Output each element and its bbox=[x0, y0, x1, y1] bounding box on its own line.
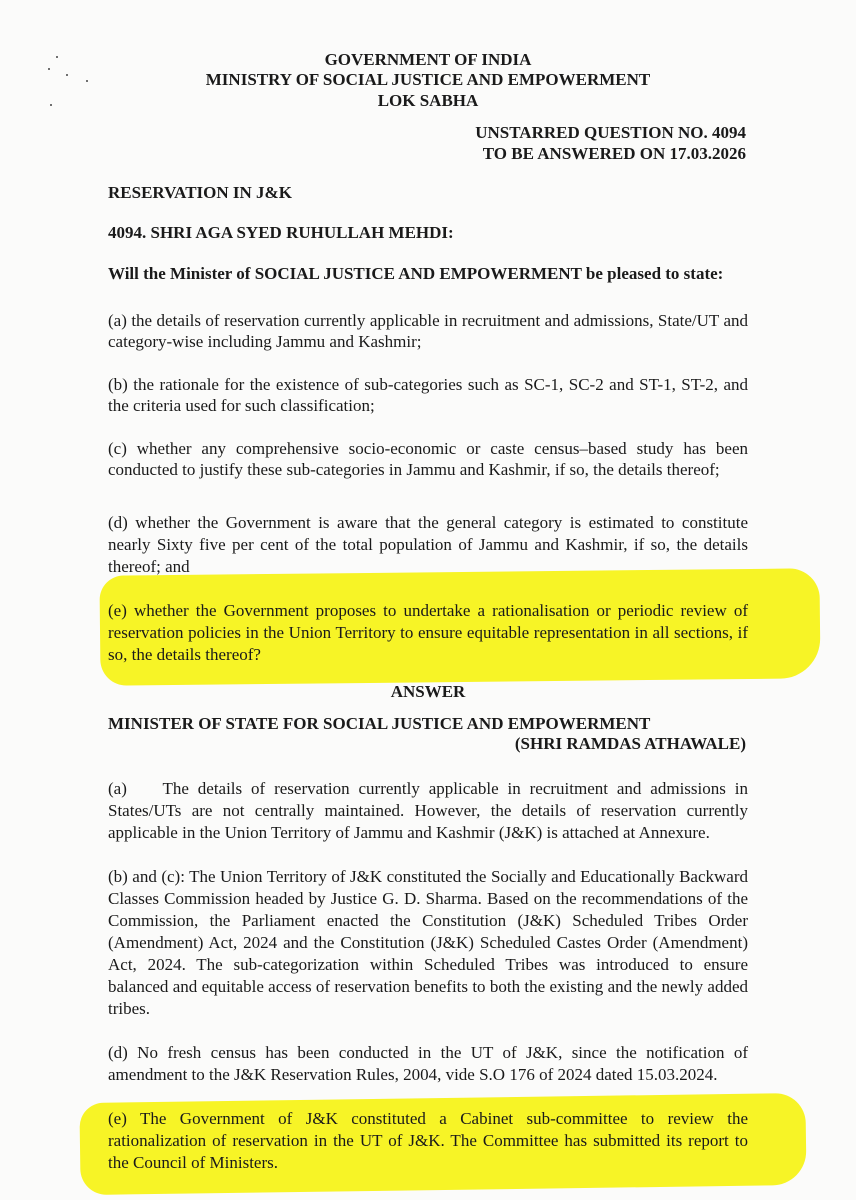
subject-title: RESERVATION IN J&K bbox=[108, 183, 292, 202]
question-d-line: (d) whether the Government is aware that the general category is estimated to constitute bbox=[108, 513, 748, 532]
question-a-line: (a) the details of reservation currently applicable in recruitment and admissions, State/UT and bbox=[108, 311, 748, 330]
answer-e-line: rationalization of reservation in the UT of J&K. The Committee has submitted its report to bbox=[108, 1131, 748, 1150]
question-a-line: category-wise including Jammu and Kashmir; bbox=[108, 332, 422, 351]
answer-bc-line: tribes. bbox=[108, 999, 151, 1018]
answer-a-line: (a) The details of reservation currently applicable in recruitment and admissions in bbox=[108, 779, 748, 798]
asker-name: 4094. SHRI AGA SYED RUHULLAH MEHDI: bbox=[108, 223, 454, 242]
answer-e-line: the Council of Ministers. bbox=[108, 1153, 278, 1172]
answer-bc-line: (b) and (c): The Union Territory of J&K constituted the Socially and Educationally Backward bbox=[108, 867, 748, 886]
answer-d-line: (d) No fresh census has been conducted in the UT of J&K, since the notification of bbox=[108, 1043, 748, 1062]
question-e-line: so, the details thereof? bbox=[108, 645, 261, 664]
answer-bc-line: balanced and equitable access of reservation benefits to both the existing and the newly added bbox=[108, 977, 748, 996]
question-b-line: the criteria used for such classification; bbox=[108, 396, 375, 415]
header-government: GOVERNMENT OF INDIA bbox=[324, 50, 532, 69]
question-intro: Will the Minister of SOCIAL JUSTICE AND EMPOWERMENT be pleased to state: bbox=[108, 264, 724, 283]
answer-d-line: amendment to the J&K Reservation Rules, 2004, vide S.O 176 of 2024 dated 15.03.2024. bbox=[108, 1065, 718, 1084]
question-number: UNSTARRED QUESTION NO. 4094 bbox=[475, 123, 746, 142]
question-d-line: thereof; and bbox=[108, 557, 190, 576]
answer-bc-line: Commission, the Parliament enacted the Constitution (J&K) Scheduled Tribes Order bbox=[108, 911, 748, 930]
answer-bc-line: (Amendment) Act, 2024 and the Constitution (J&K) Scheduled Castes Order (Amendment) bbox=[108, 933, 748, 952]
question-d-line: nearly Sixty five per cent of the total population of Jammu and Kashmir, if so, the details bbox=[108, 535, 748, 554]
answer-date: TO BE ANSWERED ON 17.03.2026 bbox=[482, 144, 746, 163]
answer-e-line: (e) The Government of J&K constituted a Cabinet sub-committee to review the bbox=[108, 1109, 748, 1128]
header-ministry: MINISTRY OF SOCIAL JUSTICE AND EMPOWERMENT bbox=[205, 70, 651, 89]
question-b-line: (b) the rationale for the existence of sub-categories such as SC-1, SC-2 and ST-1, ST-2, and bbox=[108, 375, 748, 394]
minister-name: (SHRI RAMDAS ATHAWALE) bbox=[514, 734, 746, 753]
minister-title: MINISTER OF STATE FOR SOCIAL JUSTICE AND EMPOWERMENT bbox=[108, 714, 651, 733]
answer-bc-line: Classes Commission headed by Justice G. D. Sharma. Based on the recommendations of the bbox=[108, 889, 748, 908]
question-e-line: (e) whether the Government proposes to undertake a rationalisation or periodic review of bbox=[108, 601, 748, 620]
question-c-line: conducted to justify these sub-categories in Jammu and Kashmir, if so, the details thereof; bbox=[108, 460, 720, 479]
answer-a-line: applicable in the Union Territory of Jammu and Kashmir (J&K) is attached at Annexure. bbox=[108, 823, 710, 842]
answer-bc-line: Act, 2024. The sub-categorization within Scheduled Tribes was introduced to ensure bbox=[108, 955, 748, 974]
question-c-line: (c) whether any comprehensive socio-economic or caste census–based study has been bbox=[108, 439, 748, 458]
answer-heading: ANSWER bbox=[390, 682, 466, 701]
header-house: LOK SABHA bbox=[377, 91, 479, 110]
question-e-line: reservation policies in the Union Territory to ensure equitable representation in all sections, if bbox=[108, 623, 748, 642]
answer-a-line: States/UTs are not centrally maintained. However, the details of reservation currently bbox=[108, 801, 748, 820]
